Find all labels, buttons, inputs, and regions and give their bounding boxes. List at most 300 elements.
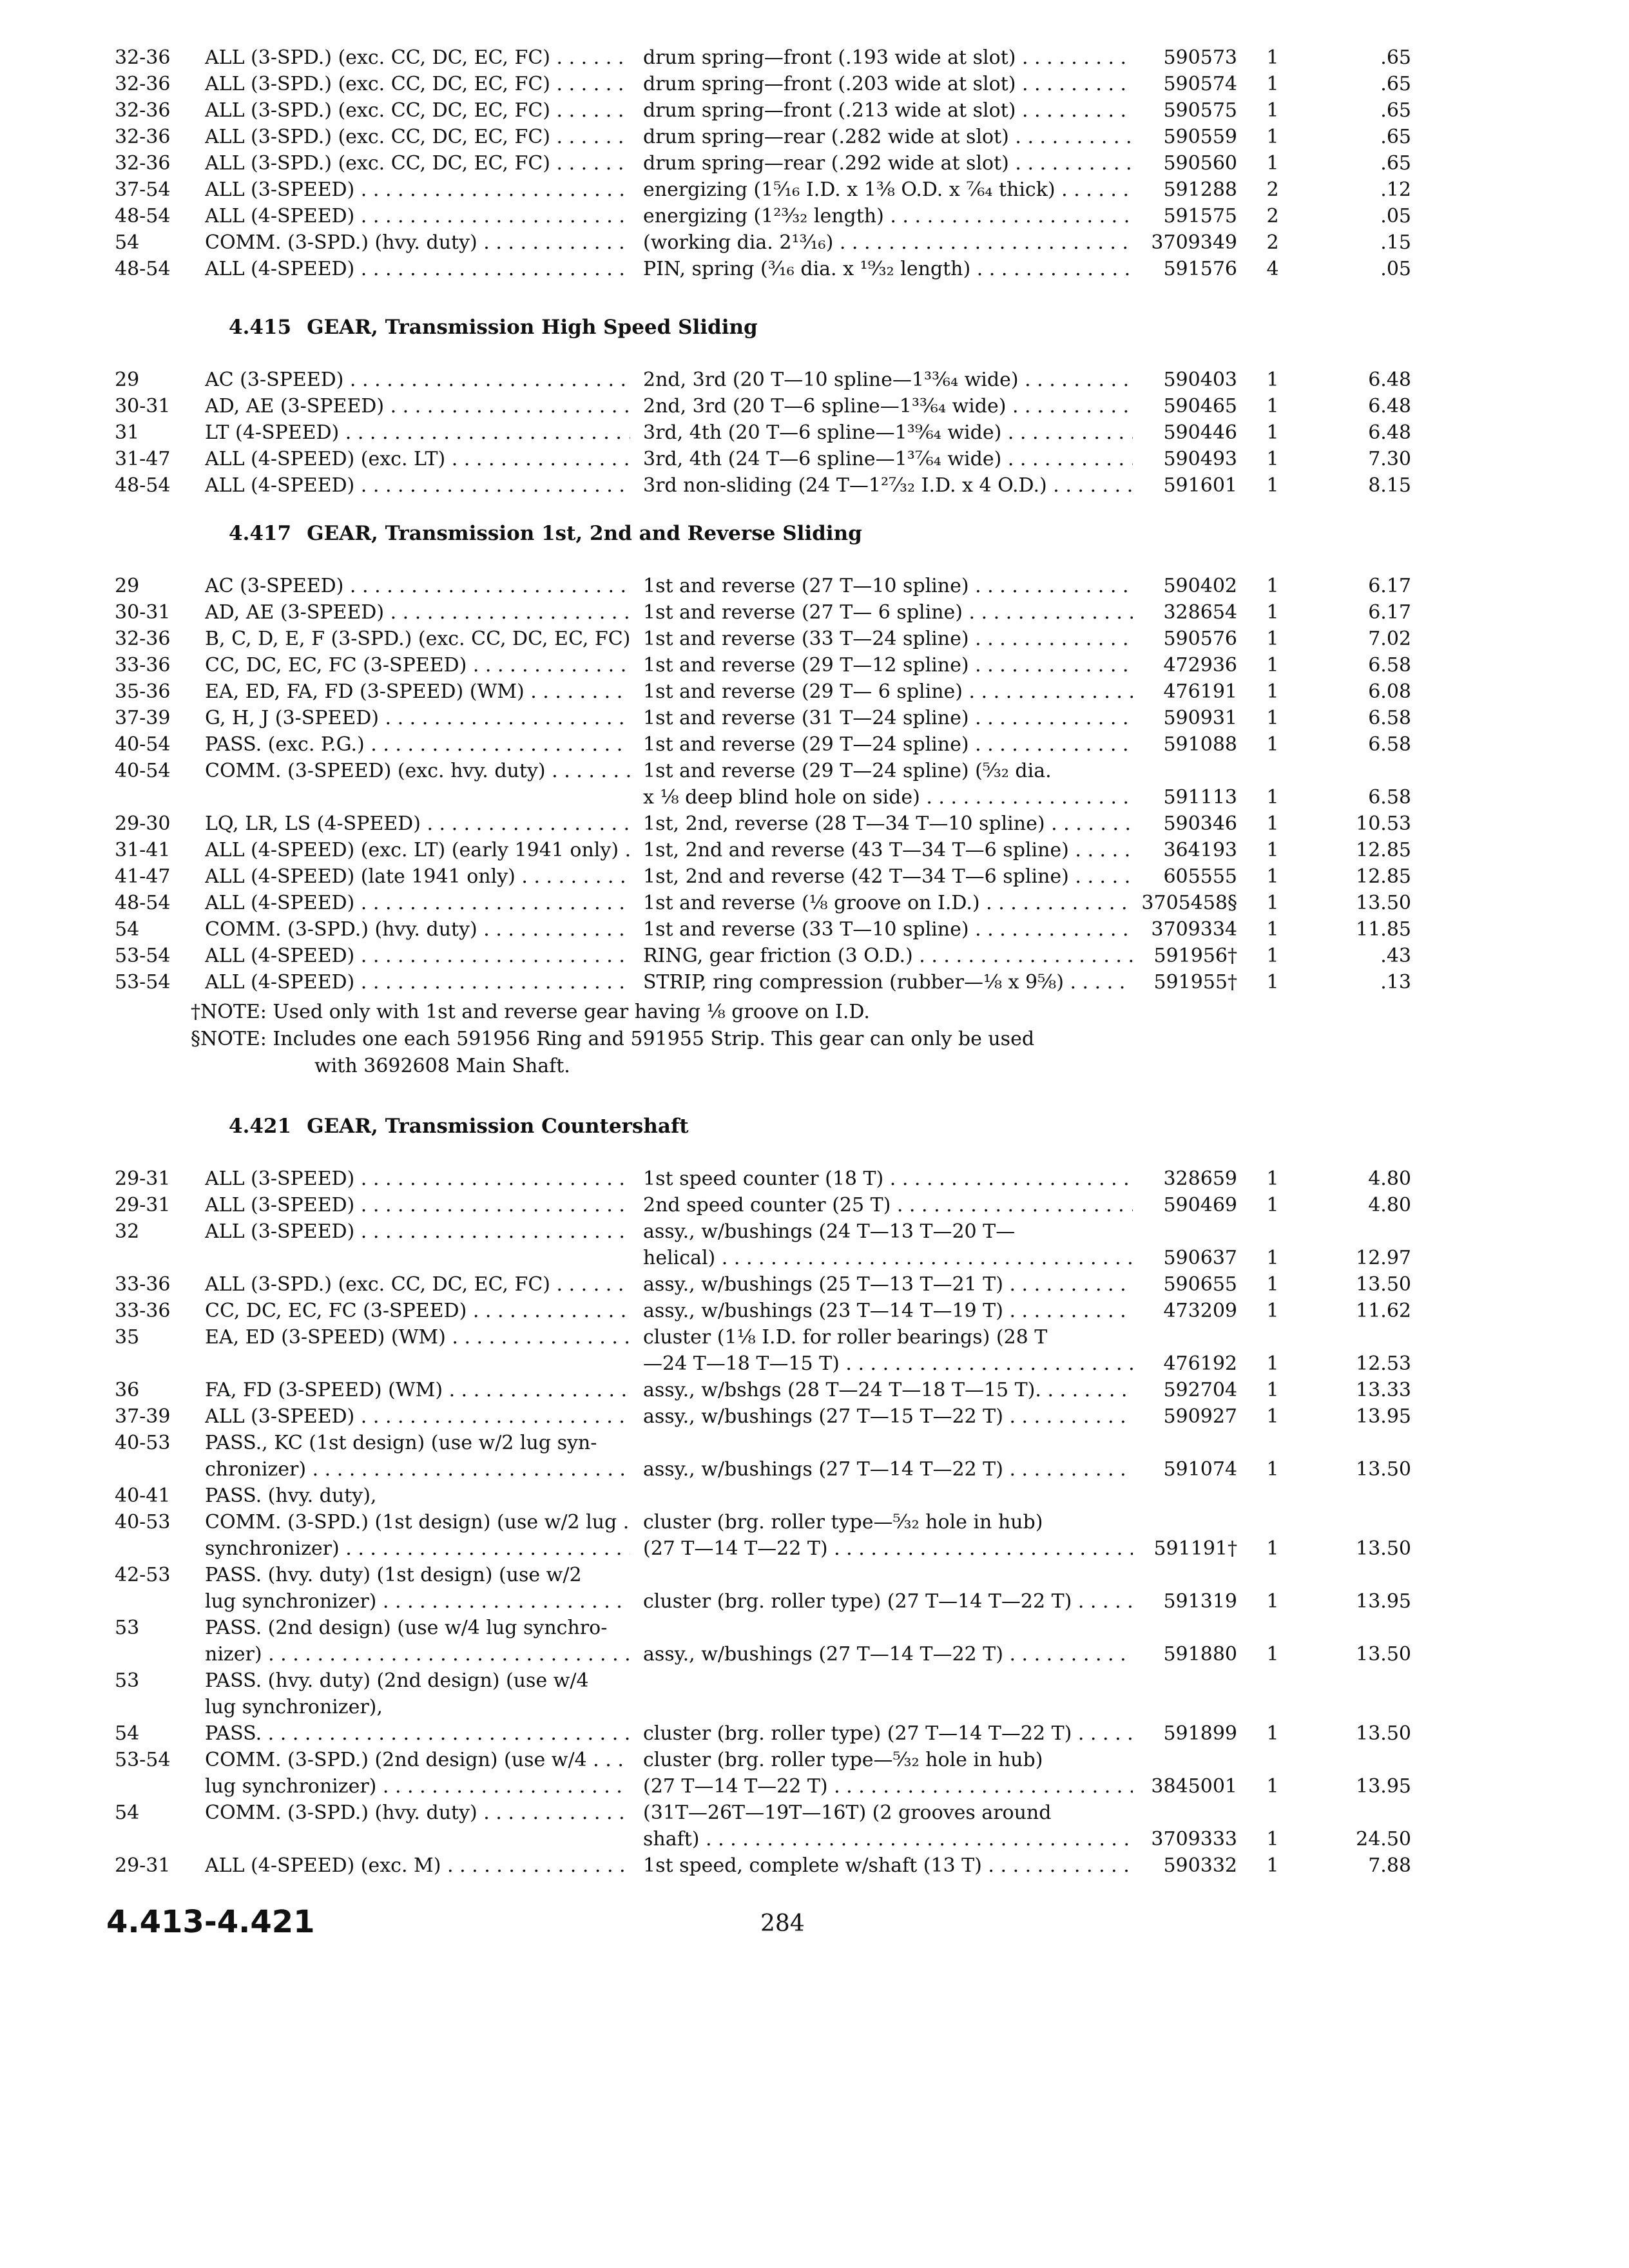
row-part-number: 592704: [1163, 1379, 1237, 1401]
row-price: 7.30: [1368, 448, 1411, 470]
row-price: 13.50: [1356, 892, 1411, 914]
row-model: ALL (3-SPD.) (exc. CC, DC, EC, FC) . . .: [205, 98, 630, 124]
row-model: synchronizer) . . .: [205, 1536, 630, 1562]
row-part-number: 591899: [1163, 1722, 1237, 1745]
row-description: drum spring—rear (.282 wide at slot) . . .: [643, 124, 1133, 150]
row-description: 1st and reverse (27 T—10 spline) . . .: [643, 573, 1133, 599]
row-years: 48-54: [115, 892, 171, 914]
parts-row: [0, 890, 1629, 916]
parts-row: [0, 1219, 1629, 1245]
row-part-number: 473209: [1163, 1300, 1237, 1322]
row-quantity: 4: [1266, 258, 1279, 280]
row-part-number: 590469: [1163, 1194, 1237, 1216]
parts-row: [0, 1536, 1629, 1562]
row-part-number: 590559: [1163, 126, 1237, 148]
parts-row: [0, 864, 1629, 890]
row-part-number: 3705458§: [1141, 892, 1237, 914]
row-description: 2nd speed counter (25 T) . . .: [643, 1193, 1133, 1218]
row-model: B, C, D, E, F (3-SPD.) (exc. CC, DC, EC, FC) . . .: [205, 626, 630, 652]
row-description: energizing (1⁵⁄₁₆ I.D. x 1³⁄₈ O.D. x ⁷⁄₆₄ thick) . . .: [643, 177, 1133, 203]
row-years: 41-47: [115, 865, 171, 888]
parts-row: [0, 124, 1629, 150]
row-description: 1st and reverse (33 T—24 spline) . . .: [643, 626, 1133, 652]
parts-row: [0, 1404, 1629, 1430]
row-years: 40-54: [115, 733, 171, 756]
row-description: 2nd, 3rd (20 T—6 spline—1³³⁄₆₄ wide) . . .: [643, 394, 1133, 419]
row-description: 1st, 2nd and reverse (42 T—34 T—6 spline) . . .: [643, 864, 1133, 890]
row-part-number: 590931: [1163, 707, 1237, 729]
row-price: .05: [1380, 258, 1411, 280]
row-quantity: 2: [1266, 231, 1279, 254]
parts-row: [0, 98, 1629, 124]
row-description: cluster (brg. roller type—⁵⁄₃₂ hole in hub): [643, 1511, 1043, 1533]
row-description: 3rd, 4th (20 T—6 spline—1³⁹⁄₆₄ wide) . . .: [643, 420, 1133, 446]
row-quantity: 2: [1266, 205, 1279, 227]
row-years: 32-36: [115, 628, 171, 650]
row-model: COMM. (3-SPD.) (2nd design) (use w/4 . . .: [205, 1747, 630, 1773]
row-price: 13.50: [1356, 1722, 1411, 1745]
row-model: ALL (4-SPEED) (late 1941 only) . . .: [205, 864, 630, 890]
parts-row: [0, 473, 1629, 499]
row-part-number: 3845001: [1151, 1775, 1237, 1798]
row-quantity: 1: [1266, 707, 1279, 729]
row-price: 4.80: [1368, 1194, 1411, 1216]
row-description: 2nd, 3rd (20 T—10 spline—1³³⁄₆₄ wide) . . .: [643, 367, 1133, 393]
row-quantity: 1: [1266, 474, 1279, 497]
row-quantity: 1: [1266, 1194, 1279, 1216]
parts-row: [0, 1351, 1629, 1377]
row-quantity: 1: [1266, 1828, 1279, 1850]
row-description: 1st and reverse (27 T— 6 spline) . . .: [643, 600, 1133, 626]
row-model: ALL (3-SPD.) (exc. CC, DC, EC, FC) . . .: [205, 151, 630, 177]
row-quantity: 1: [1266, 1854, 1279, 1877]
row-years: 29-31: [115, 1194, 171, 1216]
row-model: PASS. (exc. P.G.) . . .: [205, 732, 630, 758]
row-part-number: 590560: [1163, 152, 1237, 175]
row-years: 53: [115, 1617, 140, 1639]
row-part-number: 591956†: [1153, 945, 1237, 967]
row-description: assy., w/bushings (23 T—14 T—19 T) . . .: [643, 1298, 1133, 1324]
row-part-number: 590402: [1163, 575, 1237, 597]
row-part-number: 476191: [1163, 680, 1237, 703]
row-price: .15: [1380, 231, 1411, 254]
row-description: (27 T—14 T—22 T) . . .: [643, 1536, 1133, 1562]
row-price: 13.50: [1356, 1458, 1411, 1481]
row-model: ALL (3-SPD.) (exc. CC, DC, EC, FC) . . .: [205, 72, 630, 97]
row-years: 54: [115, 1802, 140, 1824]
row-part-number: 590332: [1163, 1854, 1237, 1877]
row-price: 11.62: [1356, 1300, 1411, 1322]
row-quantity: 1: [1266, 1722, 1279, 1745]
parts-row: [0, 706, 1629, 731]
row-model: ALL (3-SPEED) . . .: [205, 177, 630, 203]
row-description: RING, gear friction (3 O.D.) . . .: [643, 943, 1133, 969]
row-description: cluster (brg. roller type—⁵⁄₃₂ hole in hub): [643, 1749, 1043, 1771]
row-description: 1st speed counter (18 T) . . .: [643, 1166, 1133, 1192]
row-description: 1st and reverse (29 T—24 spline) (⁵⁄₃₂ dia.: [643, 760, 1052, 782]
row-part-number: 591113: [1163, 786, 1237, 809]
row-price: 12.85: [1356, 865, 1411, 888]
row-description: drum spring—front (.213 wide at slot) . . .: [643, 98, 1133, 124]
row-years: 48-54: [115, 205, 171, 227]
row-price: 12.85: [1356, 839, 1411, 861]
row-price: 13.95: [1356, 1775, 1411, 1798]
row-years: 35: [115, 1326, 140, 1349]
parts-row: [0, 367, 1629, 393]
row-years: 54: [115, 231, 140, 254]
row-description: x ⅛ deep blind hole on side) . . .: [643, 785, 1133, 811]
parts-row: [0, 785, 1629, 811]
row-description: (27 T—14 T—22 T) . . .: [643, 1774, 1133, 1800]
row-model: CC, DC, EC, FC (3-SPEED) . . .: [205, 1298, 630, 1324]
row-price: 10.53: [1356, 812, 1411, 835]
row-years: 54: [115, 1722, 140, 1745]
row-price: 6.58: [1368, 707, 1411, 729]
section-title: GEAR, Transmission Countershaft: [307, 1115, 689, 1138]
parts-row: [0, 1510, 1629, 1535]
row-description: drum spring—front (.203 wide at slot) . . .: [643, 72, 1133, 97]
row-part-number: 590446: [1163, 421, 1237, 444]
row-description: 3rd, 4th (24 T—6 spline—1³⁷⁄₆₄ wide) . . .: [643, 447, 1133, 472]
footnote: with 3692608 Main Shaft.: [314, 1055, 570, 1077]
row-price: 11.85: [1356, 918, 1411, 941]
parts-row: [0, 151, 1629, 177]
row-description: 1st, 2nd, reverse (28 T—34 T—10 spline) . . .: [643, 811, 1133, 837]
row-model: PASS. . . .: [205, 1721, 630, 1747]
row-model: lug synchronizer) . . .: [205, 1589, 630, 1615]
parts-row: [0, 653, 1629, 678]
parts-row: [0, 394, 1629, 419]
row-price: 4.80: [1368, 1168, 1411, 1190]
row-years: 30-31: [115, 601, 171, 624]
row-price: .65: [1380, 99, 1411, 122]
row-years: 33-36: [115, 1300, 171, 1322]
row-part-number: 590493: [1163, 448, 1237, 470]
row-years: 33-36: [115, 1273, 171, 1296]
parts-row: [0, 600, 1629, 626]
row-quantity: 1: [1266, 1590, 1279, 1613]
row-quantity: 1: [1266, 865, 1279, 888]
row-price: 6.17: [1368, 601, 1411, 624]
row-quantity: 1: [1266, 733, 1279, 756]
parts-row: [0, 1642, 1629, 1667]
row-model: PASS. (hvy. duty) (1st design) (use w/2: [205, 1564, 582, 1586]
row-years: 31-41: [115, 839, 171, 861]
row-part-number: 591601: [1163, 474, 1237, 497]
row-quantity: 1: [1266, 680, 1279, 703]
row-quantity: 1: [1266, 1537, 1279, 1560]
row-years: 48-54: [115, 258, 171, 280]
row-quantity: 2: [1266, 178, 1279, 201]
row-description: assy., w/bushings (27 T—14 T—22 T) . . .: [643, 1642, 1133, 1667]
row-model: AC (3-SPEED) . . .: [205, 573, 630, 599]
parts-row: [0, 1378, 1629, 1403]
row-part-number: 590403: [1163, 369, 1237, 391]
row-years: 32-36: [115, 73, 171, 95]
row-quantity: 1: [1266, 46, 1279, 69]
row-description: assy., w/bushings (27 T—14 T—22 T) . . .: [643, 1457, 1133, 1483]
parts-row: [0, 943, 1629, 969]
row-part-number: 590576: [1163, 628, 1237, 650]
row-years: 29: [115, 369, 140, 391]
row-part-number: 591319: [1163, 1590, 1237, 1613]
row-model: AC (3-SPEED) . . .: [205, 367, 630, 393]
parts-row: [0, 1721, 1629, 1747]
row-part-number: 591288: [1163, 178, 1237, 201]
parts-row: [0, 1747, 1629, 1773]
row-price: 13.50: [1356, 1643, 1411, 1666]
row-quantity: 1: [1266, 1405, 1279, 1428]
row-model: AD, AE (3-SPEED) . . .: [205, 600, 630, 626]
row-part-number: 591576: [1163, 258, 1237, 280]
row-model: COMM. (3-SPD.) (hvy. duty) . . .: [205, 1800, 630, 1826]
row-description: drum spring—rear (.292 wide at slot) . . .: [643, 151, 1133, 177]
section-heading: [229, 522, 862, 545]
row-part-number: 590574: [1163, 73, 1237, 95]
row-quantity: 1: [1266, 369, 1279, 391]
row-model: ALL (3-SPEED) . . .: [205, 1166, 630, 1192]
parts-row: [0, 1457, 1629, 1483]
row-model: AD, AE (3-SPEED) . . .: [205, 394, 630, 419]
row-years: 53-54: [115, 1749, 171, 1771]
row-part-number: 591191†: [1153, 1537, 1237, 1560]
row-price: .65: [1380, 73, 1411, 95]
row-model: ALL (3-SPD.) (exc. CC, DC, EC, FC) . . .: [205, 124, 630, 150]
row-quantity: 1: [1266, 73, 1279, 95]
parts-row: [0, 204, 1629, 229]
row-model: ALL (3-SPD.) (exc. CC, DC, EC, FC) . . .: [205, 45, 630, 71]
row-model: ALL (3-SPEED) . . .: [205, 1219, 630, 1245]
row-quantity: 1: [1266, 945, 1279, 967]
row-description: 1st and reverse (31 T—24 spline) . . .: [643, 706, 1133, 731]
row-model: ALL (4-SPEED) . . .: [205, 970, 630, 995]
row-description: helical) . . .: [643, 1245, 1133, 1271]
parts-row: [0, 1774, 1629, 1800]
row-price: 6.48: [1368, 395, 1411, 418]
row-description: 1st speed, complete w/shaft (13 T) . . .: [643, 1853, 1133, 1879]
row-price: 6.08: [1368, 680, 1411, 703]
row-model: lug synchronizer) . . .: [205, 1774, 630, 1800]
row-years: 29-31: [115, 1168, 171, 1190]
row-quantity: 1: [1266, 448, 1279, 470]
row-model: ALL (4-SPEED) (exc. LT) . . .: [205, 447, 630, 472]
footnote: §NOTE: Includes one each 591956 Ring and 591955 Strip. This gear can only be used: [191, 1028, 1035, 1050]
parts-row: [0, 679, 1629, 705]
row-model: LT (4-SPEED) . . .: [205, 420, 630, 446]
row-price: 12.53: [1356, 1352, 1411, 1375]
row-model: ALL (4-SPEED) (exc. M) . . .: [205, 1853, 630, 1879]
row-price: 12.97: [1356, 1247, 1411, 1269]
row-years: 53-54: [115, 945, 171, 967]
row-part-number: 476192: [1163, 1352, 1237, 1375]
row-part-number: 591074: [1163, 1458, 1237, 1481]
row-part-number: 591955†: [1153, 971, 1237, 994]
row-price: .65: [1380, 46, 1411, 69]
row-description: 1st and reverse (⅛ groove on I.D.) . . .: [643, 890, 1133, 916]
row-years: 48-54: [115, 474, 171, 497]
row-model: ALL (3-SPEED) . . .: [205, 1193, 630, 1218]
row-years: 29-30: [115, 812, 171, 835]
parts-row: [0, 1668, 1629, 1694]
row-description: (31T—26T—19T—16T) (2 grooves around: [643, 1802, 1052, 1824]
row-description: STRIP, ring compression (rubber—⅛ x 9⅝) . . .: [643, 970, 1133, 995]
row-model: COMM. (3-SPEED) (exc. hvy. duty) . . .: [205, 758, 630, 784]
row-model: EA, ED, FA, FD (3-SPEED) (WM) . . .: [205, 679, 630, 705]
parts-row: [0, 45, 1629, 71]
row-price: .65: [1380, 126, 1411, 148]
row-years: 53-54: [115, 971, 171, 994]
row-model: FA, FD (3-SPEED) (WM) . . .: [205, 1378, 630, 1403]
row-years: 54: [115, 918, 140, 941]
section-number: 4.415: [229, 316, 292, 339]
parts-row: [0, 1483, 1629, 1509]
row-description: cluster (brg. roller type) (27 T—14 T—22 T) . . .: [643, 1589, 1133, 1615]
row-part-number: 605555: [1163, 865, 1237, 888]
row-quantity: 1: [1266, 812, 1279, 835]
row-description: assy., w/bshgs (28 T—24 T—18 T—15 T). . . .: [643, 1378, 1133, 1403]
row-price: 6.58: [1368, 786, 1411, 809]
row-years: 40-53: [115, 1511, 171, 1533]
row-price: 13.50: [1356, 1273, 1411, 1296]
row-quantity: 1: [1266, 1458, 1279, 1481]
parts-row: [0, 1800, 1629, 1826]
row-part-number: 590637: [1163, 1247, 1237, 1269]
row-part-number: 590573: [1163, 46, 1237, 69]
parts-row: [0, 573, 1629, 599]
row-years: 37-39: [115, 707, 171, 729]
row-model: lug synchronizer),: [205, 1696, 383, 1718]
row-description: 1st, 2nd and reverse (43 T—34 T—6 spline) . . .: [643, 838, 1133, 863]
row-description: 1st and reverse (29 T—24 spline) . . .: [643, 732, 1133, 758]
row-years: 29-31: [115, 1854, 171, 1877]
row-model: ALL (3-SPD.) (exc. CC, DC, EC, FC) . . .: [205, 1272, 630, 1298]
parts-row: [0, 758, 1629, 784]
row-model: ALL (4-SPEED) (exc. LT) (early 1941 only) . . .: [205, 838, 630, 863]
row-description: assy., w/bushings (27 T—15 T—22 T) . . .: [643, 1404, 1133, 1430]
row-part-number: 3709334: [1151, 918, 1237, 941]
row-quantity: 1: [1266, 892, 1279, 914]
row-years: 36: [115, 1379, 140, 1401]
row-quantity: 1: [1266, 918, 1279, 941]
footer-page-number: 284: [760, 1910, 805, 1937]
row-model: chronizer) . . .: [205, 1457, 630, 1483]
row-model: ALL (3-SPEED) . . .: [205, 1404, 630, 1430]
row-price: 8.15: [1368, 474, 1411, 497]
row-part-number: 591575: [1163, 205, 1237, 227]
row-quantity: 1: [1266, 1775, 1279, 1798]
parts-row: [0, 72, 1629, 97]
row-description: 1st and reverse (29 T—12 spline) . . .: [643, 653, 1133, 678]
parts-row: [0, 420, 1629, 446]
row-quantity: 1: [1266, 628, 1279, 650]
section-number: 4.417: [229, 522, 292, 545]
row-quantity: 1: [1266, 126, 1279, 148]
row-part-number: 328659: [1163, 1168, 1237, 1190]
row-price: 13.33: [1356, 1379, 1411, 1401]
row-quantity: 1: [1266, 786, 1279, 809]
row-model: ALL (4-SPEED) . . .: [205, 204, 630, 229]
row-quantity: 1: [1266, 575, 1279, 597]
row-price: 7.88: [1368, 1854, 1411, 1877]
footer-section-range: 4.413-4.421: [106, 1904, 315, 1940]
parts-row: [0, 1589, 1629, 1615]
row-years: 32-36: [115, 152, 171, 175]
row-quantity: 1: [1266, 1168, 1279, 1190]
row-description: 3rd non-sliding (24 T—1²⁷⁄₃₂ I.D. x 4 O.D.) . . .: [643, 473, 1133, 499]
parts-row: [0, 1298, 1629, 1324]
parts-row: [0, 811, 1629, 837]
parts-row: [0, 1853, 1629, 1879]
row-price: .05: [1380, 205, 1411, 227]
row-years: 32-36: [115, 99, 171, 122]
row-model: COMM. (3-SPD.) (1st design) (use w/2 lug . . .: [205, 1510, 630, 1535]
row-quantity: 1: [1266, 1247, 1279, 1269]
parts-row: [0, 256, 1629, 282]
parts-row: [0, 1430, 1629, 1456]
row-years: 40-54: [115, 760, 171, 782]
row-quantity: 1: [1266, 395, 1279, 418]
row-model: PASS., KC (1st design) (use w/2 lug syn-: [205, 1432, 597, 1454]
parts-row: [0, 626, 1629, 652]
row-quantity: 1: [1266, 421, 1279, 444]
row-years: 29: [115, 575, 140, 597]
row-price: .13: [1380, 971, 1411, 994]
row-price: 6.48: [1368, 421, 1411, 444]
section-title: GEAR, Transmission 1st, 2nd and Reverse Sliding: [307, 522, 862, 545]
row-model: ALL (4-SPEED) . . .: [205, 256, 630, 282]
row-years: 40-53: [115, 1432, 171, 1454]
row-part-number: 472936: [1163, 654, 1237, 677]
row-quantity: 1: [1266, 1300, 1279, 1322]
row-model: CC, DC, EC, FC (3-SPEED) . . .: [205, 653, 630, 678]
row-price: 6.17: [1368, 575, 1411, 597]
parts-row: [0, 1166, 1629, 1192]
section-title: GEAR, Transmission High Speed Sliding: [307, 316, 758, 339]
parts-row: [0, 1272, 1629, 1298]
row-price: 13.50: [1356, 1537, 1411, 1560]
parts-row: [0, 838, 1629, 863]
row-quantity: 1: [1266, 1352, 1279, 1375]
row-description: assy., w/bushings (25 T—13 T—21 T) . . .: [643, 1272, 1133, 1298]
row-description: cluster (1⅛ I.D. for roller bearings) (28 T: [643, 1326, 1048, 1349]
row-quantity: 1: [1266, 1643, 1279, 1666]
row-part-number: 3709349: [1151, 231, 1237, 254]
row-model: PASS. (hvy. duty) (2nd design) (use w/4: [205, 1669, 589, 1692]
row-years: 53: [115, 1669, 140, 1692]
row-part-number: 590927: [1163, 1405, 1237, 1428]
parts-row: [0, 230, 1629, 256]
row-description: (working dia. 2¹³⁄₁₆) . . .: [643, 230, 1133, 256]
row-model: G, H, J (3-SPEED) . . .: [205, 706, 630, 731]
row-description: shaft) . . .: [643, 1827, 1133, 1852]
row-model: LQ, LR, LS (4-SPEED) . . .: [205, 811, 630, 837]
row-model: ALL (4-SPEED) . . .: [205, 890, 630, 916]
row-years: 31: [115, 421, 140, 444]
row-price: .43: [1380, 945, 1411, 967]
parts-row: [0, 177, 1629, 203]
parts-row: [0, 1562, 1629, 1588]
row-model: COMM. (3-SPD.) (hvy. duty) . . .: [205, 230, 630, 256]
row-price: 13.95: [1356, 1590, 1411, 1613]
parts-row: [0, 970, 1629, 995]
row-years: 32-36: [115, 46, 171, 69]
row-description: —24 T—18 T—15 T) . . .: [643, 1351, 1133, 1377]
row-model: ALL (4-SPEED) . . .: [205, 943, 630, 969]
row-model: COMM. (3-SPD.) (hvy. duty) . . .: [205, 917, 630, 943]
section-heading: [229, 316, 758, 339]
row-description: PIN, spring (³⁄₁₆ dia. x ¹⁹⁄₃₂ length) . . .: [643, 256, 1133, 282]
row-description: drum spring—front (.193 wide at slot) . . .: [643, 45, 1133, 71]
